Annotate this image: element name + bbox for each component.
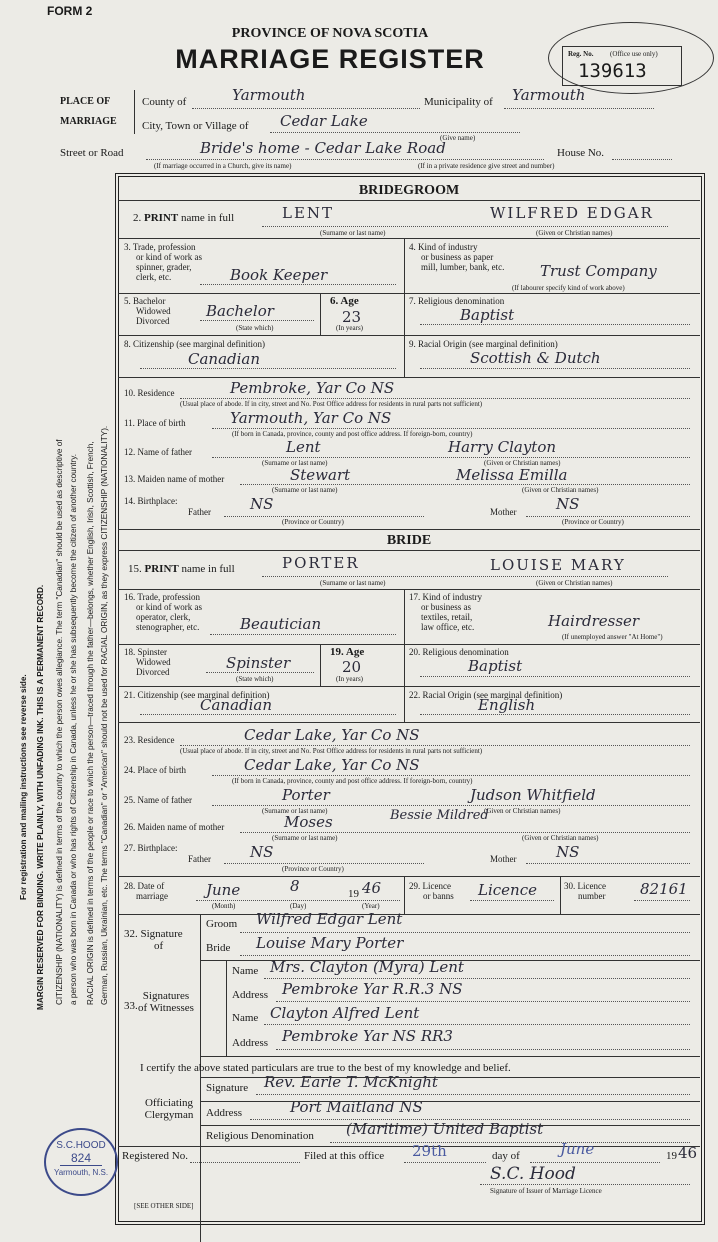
bride-given: LOUISE MARY — [490, 556, 626, 574]
witness1-name: Mrs. Clayton (Myra) Lent — [270, 958, 464, 976]
place-label-1: PLACE OF — [60, 96, 111, 107]
bride-surname: PORTER — [282, 554, 360, 572]
bride-birth: Cedar Lake, Yar Co NS — [244, 756, 420, 774]
issuer-signature: S.C. Hood — [490, 1164, 576, 1184]
marriage-year-prefix: 19 — [348, 888, 359, 900]
bride-signature: Louise Mary Porter — [256, 934, 404, 952]
groom-birthplace-father-label: Father — [188, 507, 211, 517]
bride-mother-surname: Moses — [284, 813, 333, 831]
groom-surname-note: (Surname or last name) — [320, 229, 386, 237]
bride-trade: Beautician — [240, 615, 322, 633]
groom-industry-note: (If labourer specify kind of work above) — [512, 284, 625, 292]
groom-mother-given: Melissa Emilla — [456, 466, 568, 484]
groom-age: 23 — [342, 308, 362, 326]
bride-birth-note: (If born in Canada, province, county and post office address. If foreign-born, country) — [232, 777, 473, 785]
licence-value: Licence — [478, 881, 537, 899]
witness1-address: Pembroke Yar R.R.3 NS — [282, 980, 463, 998]
street-label: Street or Road — [60, 147, 124, 159]
groom-surname: LENT — [282, 204, 335, 222]
margin-note-1: For registration and mailing instructions see reverse side. — [19, 674, 28, 900]
groom-given-note: (Given or Christian names) — [536, 229, 613, 237]
groom-mother-surname-note: (Surname or last name) — [272, 486, 338, 494]
groom-birthplace-label: 14. Birthplace: — [124, 496, 178, 506]
bride-religion-label: 20. Religious denomination — [409, 647, 509, 657]
municipality-label: Municipality of — [424, 96, 493, 108]
bridegroom-heading: BRIDEGROOM — [358, 183, 460, 198]
groom-mother-label: 13. Maiden name of mother — [124, 474, 225, 484]
street-value: Bride's home - Cedar Lake Road — [200, 139, 446, 157]
give-name-note: (Give name) — [440, 134, 476, 142]
bride-father-surname: Porter — [282, 786, 330, 804]
groom-birth: Yarmouth, Yar Co NS — [230, 409, 392, 427]
filed-year: 46 — [678, 1144, 698, 1162]
groom-sig-label: Groom — [206, 918, 238, 930]
witness-label: Signatures of Witnesses — [138, 990, 194, 1014]
groom-birth-label: 11. Place of birth — [124, 418, 186, 428]
county-label: County of — [142, 96, 187, 108]
groom-father-birthplace: NS — [250, 495, 274, 513]
marriage-month: June — [206, 881, 241, 899]
licence-number-label: 30. Licence number — [564, 881, 606, 901]
county-value: Yarmouth — [232, 86, 306, 104]
bride-father-surname-note: (Surname or last name) — [262, 807, 328, 815]
groom-citizenship: Canadian — [188, 350, 261, 368]
groom-given: WILFRED EDGAR — [490, 204, 654, 222]
bride-father-given-note: (Given or Christian names) — [484, 807, 561, 815]
bride-sig-label: Bride — [206, 942, 231, 954]
bride-age: 20 — [342, 658, 362, 676]
groom-residence-note: (Usual place of abode. If in city, street and No. Post Office address for residents in rural parts not sufficient) — [180, 400, 483, 408]
bride-industry-label: 17. Kind of industry or business as textiles, retail, law office, etc. — [409, 592, 482, 632]
groom-in-years: (In years) — [336, 324, 364, 332]
groom-citizenship-label: 8. Citizenship (see marginal definition) — [124, 339, 266, 349]
marriage-day: 8 — [290, 877, 300, 895]
groom-religion-label: 7. Religious denomination — [409, 296, 505, 306]
bride-mother-given-note: (Given or Christian names) — [522, 834, 599, 842]
reg-no-value: 139613 — [578, 60, 647, 82]
groom-father-given-note: (Given or Christian names) — [484, 459, 561, 467]
bride-residence-label: 23. Residence — [124, 735, 175, 745]
witness2-address-label: Address — [232, 1037, 269, 1049]
bride-religion: Baptist — [468, 657, 523, 675]
groom-mother-given-note: (Given or Christian names) — [522, 486, 599, 494]
bride-trade-label: 16. Trade, profession or kind of work as operator, clerk, stenographer, etc. — [124, 592, 202, 632]
clergy-signature: Rev. Earle T. McKnight — [264, 1073, 438, 1091]
bride-father-prov-note: (Province or Country) — [282, 865, 344, 873]
groom-industry: Trust Company — [540, 262, 657, 280]
officiating-label: Officiating Clergyman — [144, 1097, 194, 1121]
groom-residence: Pembroke, Yar Co NS — [230, 379, 395, 397]
margin-racial-1: RACIAL ORIGIN is defined in terms of the people or race to which the person—traced through the father—belongs, whether English, Irish, Scottish, French, — [86, 441, 95, 1005]
signature-of-label: 32. Signature of — [124, 928, 183, 952]
bride-status-label: 18. Spinster Widowed Divorced — [124, 647, 171, 677]
bride-citizenship: Canadian — [200, 696, 273, 714]
reg-no-label: Reg. No. — [568, 50, 594, 58]
clergy-address-label: Address — [206, 1107, 243, 1119]
margin-citizenship-2: a person who was born in Canada or who has rights of Citizenship in Canada, unless he or she has subsequently become the citizen of another country. — [69, 453, 78, 1005]
bride-industry-note: (If unemployed answer "At Home") — [562, 633, 663, 641]
groom-state-which: (State which) — [236, 324, 274, 332]
marriage-year-label: (Year) — [362, 902, 380, 910]
clergy-sig-label: Signature — [206, 1082, 249, 1094]
groom-industry-label: 4. Kind of industry or business as paper mill, lumber, bank, etc. — [409, 242, 505, 272]
witness2-address: Pembroke Yar NS RR3 — [282, 1027, 453, 1045]
bride-residence: Cedar Lake, Yar Co NS — [244, 726, 420, 744]
bride-racial-label: 22. Racial Origin (see marginal definition) — [409, 690, 563, 700]
groom-racial-label: 9. Racial Origin (see marginal definition) — [409, 339, 558, 349]
groom-signature: Wilfred Edgar Lent — [256, 910, 403, 928]
witness-num: 33. — [124, 1000, 138, 1012]
bride-mother-surname-note: (Surname or last name) — [272, 834, 338, 842]
witness1-address-label: Address — [232, 989, 269, 1001]
filed-label: Filed at this office — [304, 1150, 385, 1162]
bride-in-years: (In years) — [336, 675, 364, 683]
place-label-2: MARRIAGE — [60, 116, 117, 127]
bride-status: Spinster — [226, 654, 291, 672]
bride-father-birthplace: NS — [250, 843, 274, 861]
marriage-day-label: (Day) — [290, 902, 307, 910]
groom-residence-label: 10. Residence — [124, 388, 175, 398]
bride-age-label: 19. Age — [330, 646, 365, 658]
groom-birth-note: (If born in Canada, province, county and post office address. If foreign-born, country) — [232, 430, 473, 438]
municipality-value: Yarmouth — [512, 86, 586, 104]
bride-mother-birthplace: NS — [556, 843, 580, 861]
registered-no-label: Registered No. — [122, 1150, 188, 1162]
groom-mother-prov-note: (Province or Country) — [562, 518, 624, 526]
groom-father-surname: Lent — [286, 438, 321, 456]
witness1-name-label: Name — [232, 965, 259, 977]
see-other-side: [SEE OTHER SIDE] — [134, 1202, 194, 1210]
margin-note-2: MARGIN RESERVED FOR BINDING. WRITE PLAINLY, WITH UNFADING INK. THIS IS A PERMANENT RECORD. — [36, 584, 45, 1010]
bride-father-label: 25. Name of father — [124, 795, 192, 805]
licence-number: 82161 — [640, 880, 688, 898]
street-note: (If marriage occurred in a Church, give its name) — [154, 162, 292, 170]
witness2-name-label: Name — [232, 1012, 259, 1024]
groom-trade: Book Keeper — [230, 266, 328, 284]
house-label: House No. — [557, 147, 605, 159]
clergy-denomination: (Maritime) United Baptist — [346, 1120, 544, 1138]
day-of-label: day of — [492, 1150, 520, 1162]
groom-trade-label: 3. Trade, profession or kind of work as spinner, grader, clerk, etc. — [124, 242, 202, 282]
form-number: FORM 2 — [47, 4, 93, 18]
groom-status-label: 5. Bachelor Widowed Divorced — [124, 296, 171, 326]
city-value: Cedar Lake — [280, 112, 368, 130]
groom-mother-surname: Stewart — [290, 466, 351, 484]
bride-heading: BRIDE — [386, 533, 432, 548]
groom-status: Bachelor — [206, 302, 274, 320]
bride-given-note: (Given or Christian names) — [536, 579, 613, 587]
clergy-denomination-label: Religious Denomination — [206, 1130, 314, 1142]
groom-mother-birthplace: NS — [556, 495, 580, 513]
groom-racial: Scottish & Dutch — [470, 349, 601, 367]
bride-birth-label: 24. Place of birth — [124, 765, 186, 775]
groom-print-label: 2. PRINT name in full — [133, 212, 235, 224]
filed-year-prefix: 19 — [666, 1150, 677, 1162]
filed-day: 29th — [412, 1142, 447, 1160]
filed-month: June — [560, 1140, 595, 1158]
bride-industry: Hairdresser — [548, 612, 640, 630]
house-note: (If in a private residence give street and number) — [418, 162, 555, 170]
city-label: City, Town or Village of — [142, 120, 249, 132]
margin-racial-2: German, Russian, Ukrainian, etc. The terms "Canadian" or "American" should not be used for RACIAL ORIGIN, as they express CITIZENSHIP (NATIONALITY). — [100, 425, 109, 1005]
witness2-name: Clayton Alfred Lent — [270, 1004, 420, 1022]
groom-birthplace-mother-label: Mother — [490, 507, 517, 517]
bride-print-label: 15. PRINT name in full — [128, 563, 235, 575]
bride-residence-note: (Usual place of abode. If in city, street and No. Post Office address for residents in rural parts not sufficient) — [180, 747, 483, 755]
margin-citizenship-1: CITIZENSHIP (NATIONALITY) is defined in terms of the country to which the person owes allegiance. The term "Canadian" should be used as descriptive of — [55, 439, 64, 1005]
groom-age-label: 6. Age — [330, 295, 359, 307]
registrar-stamp: S.C.HOOD 824 Yarmouth, N.S. — [44, 1128, 118, 1196]
issuer-label: Signature of Issuer of Marriage Licence — [490, 1187, 602, 1195]
bride-mother-given: Bessie Mildred — [390, 808, 489, 823]
bride-birthplace-father-label: Father — [188, 854, 211, 864]
bride-father-given: Judson Whitfield — [470, 786, 596, 804]
province-heading: PROVINCE OF NOVA SCOTIA — [231, 26, 429, 41]
bride-surname-note: (Surname or last name) — [320, 579, 386, 587]
bride-birthplace-mother-label: Mother — [490, 854, 517, 864]
clergy-address: Port Maitland NS — [290, 1098, 423, 1116]
groom-father-surname-note: (Surname or last name) — [262, 459, 328, 467]
groom-father-given: Harry Clayton — [448, 438, 557, 456]
marriage-date-label: 28. Date of marriage — [124, 881, 168, 901]
licence-label: 29. Licence or banns — [409, 881, 454, 901]
certify-statement: I certify the above stated particulars are true to the best of my knowledge and belief. — [140, 1062, 511, 1074]
groom-religion: Baptist — [460, 306, 515, 324]
bride-racial: English — [478, 696, 536, 714]
bride-citizenship-label: 21. Citizenship (see marginal definition) — [124, 690, 270, 700]
marriage-month-label: (Month) — [212, 902, 236, 910]
bride-mother-label: 26. Maiden name of mother — [124, 822, 225, 832]
reg-no-note: (Office use only) — [610, 50, 658, 58]
page-title: MARRIAGE REGISTER — [175, 44, 485, 74]
groom-father-label: 12. Name of father — [124, 447, 192, 457]
bride-birthplace-label: 27. Birthplace: — [124, 843, 178, 853]
marriage-year: 46 — [362, 879, 382, 897]
groom-father-prov-note: (Province or Country) — [282, 518, 344, 526]
bride-state-which: (State which) — [236, 675, 274, 683]
